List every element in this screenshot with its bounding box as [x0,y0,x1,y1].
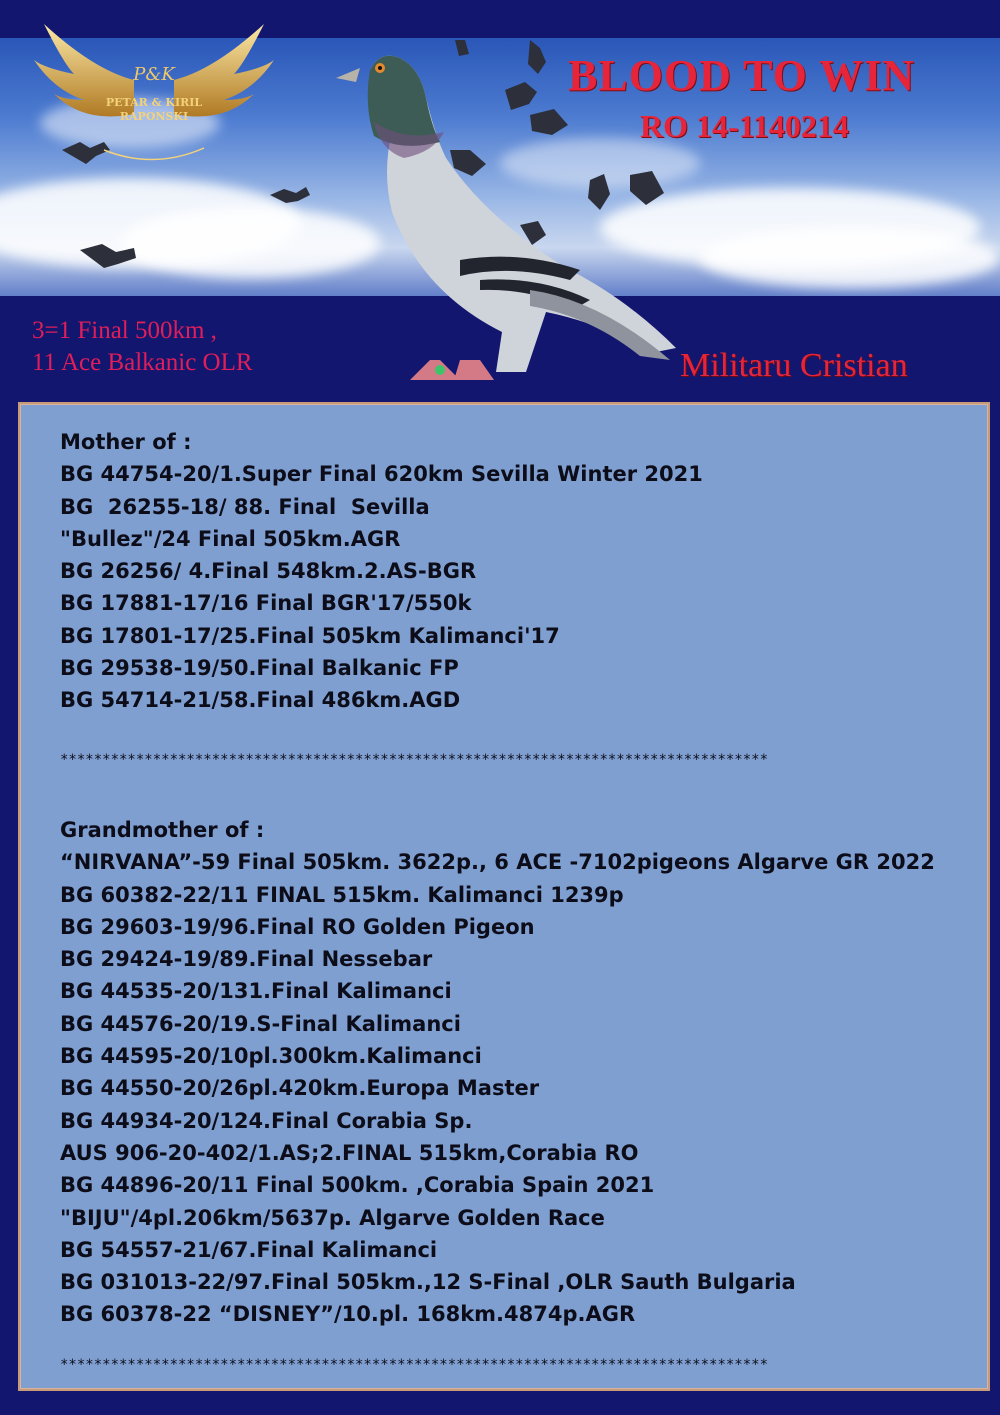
grandmother-item: AUS 906-20-402/1.AS;2.FINAL 515km,Corabia RO [60,1140,639,1165]
poster-title: BLOOD TO WIN [568,51,916,100]
separator-line: ************************************************************************************ [60,1357,769,1373]
grandmother-item: BG 54557-21/67.Final Kalimanci [60,1237,438,1262]
grandmother-item: BG 44595-20/10pl.300km.Kalimanci [60,1044,482,1069]
grandmother-item: BG 44934-20/124.Final Corabia Sp. [60,1108,473,1133]
mother-item: BG 26255-18/ 88. Final Sevilla [60,494,430,519]
logo [24,20,274,170]
separator-line: ************************************************************************************ [60,752,769,768]
mother-item: BG 17881-17/16 Final BGR'17/550k [60,591,472,616]
grandmother-heading: Grandmother of : [60,818,265,842]
logo-line2: RAPONSKI [119,110,189,123]
mother-item: "Bullez"/24 Final 505km.AGR [60,526,401,551]
owner-name: Militaru Cristian [680,347,908,384]
mother-item: BG 29538-19/50.Final Balkanic FP [60,656,459,681]
logo-line1: PETAR & KIRIL [105,96,203,109]
results-line-1: 3=1 Final 500km , [32,317,217,344]
ring-number: RO 14-1140214 [640,108,849,144]
grandmother-item: BG 44550-20/26pl.420km.Europa Master [60,1076,540,1101]
grandmother-item: BG 031013-22/97.Final 505km.,12 S-Final ,OLR Sauth Bulgaria [60,1270,796,1295]
mother-heading: Mother of : [60,430,192,454]
pedigree-panel [18,402,990,1391]
grandmother-item: “NIRVANA”-59 Final 505km. 3622p., 6 ACE -7102pigeons Algarve GR 2022 [60,850,935,875]
grandmother-item: BG 44896-20/11 Final 500km. ,Corabia Spain 2021 [60,1173,655,1198]
grandmother-item: BG 60382-22/11 FINAL 515km. Kalimanci 1239p [60,882,624,907]
mother-item: BG 54714-21/58.Final 486km.AGD [60,688,461,713]
grandmother-item: BG 44576-20/19.S-Final Kalimanci [60,1011,461,1036]
grandmother-item: BG 29603-19/96.Final RO Golden Pigeon [60,914,535,939]
mother-section [60,426,703,717]
wings-logo-icon [24,20,274,170]
grandmother-section [60,814,935,1331]
grandmother-item: BG 29424-19/89.Final Nessebar [60,947,433,972]
grandmother-item: BG 44535-20/131.Final Kalimanci [60,979,452,1004]
mother-item: BG 17801-17/25.Final 505km Kalimanci'17 [60,623,560,648]
mother-item: BG 44754-20/1.Super Final 620km Sevilla Winter 2021 [60,462,703,487]
mother-item: BG 26256/ 4.Final 548km.2.AS-BGR [60,559,477,584]
grandmother-item: BG 60378-22 “DISNEY”/10.pl. 168km.4874p.AGR [60,1302,636,1327]
results-summary [32,315,253,379]
logo-initials: P&K [133,64,175,85]
grandmother-item: "BIJU"/4pl.206km/5637p. Algarve Golden Race [60,1205,605,1230]
results-line-2: 11 Ace Balkanic OLR [32,349,253,376]
